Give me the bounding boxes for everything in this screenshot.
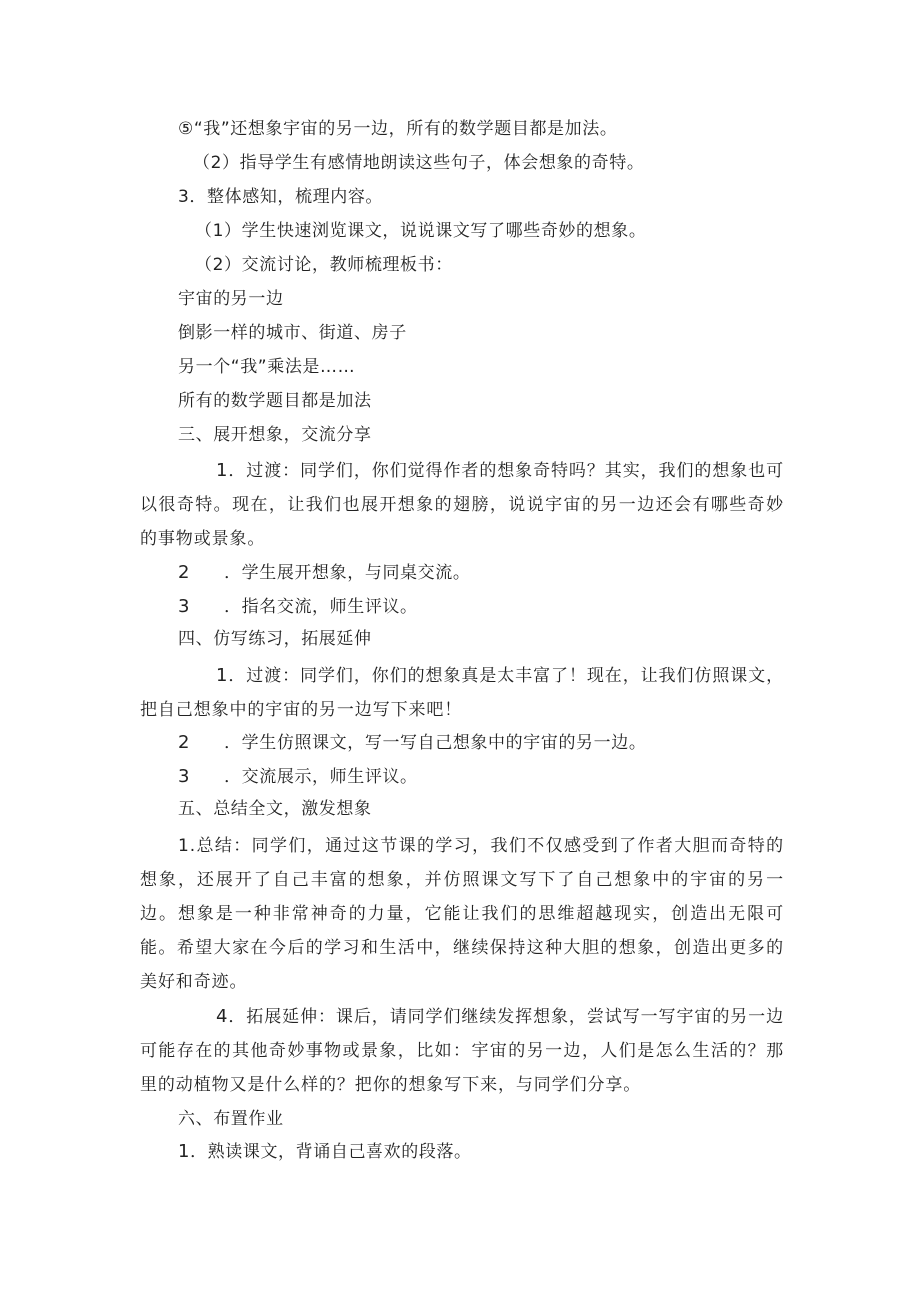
board-line-4: 所有的数学题目都是加法 <box>178 391 372 411</box>
list-item-5: ⑤“我”还想象宇宙的另一边，所有的数学题目都是加法。 <box>178 119 618 139</box>
paragraph-number: 1 <box>178 1141 191 1162</box>
step-2-2: （2）指导学生有感情地朗读这些句子，体会想象的奇特。 <box>193 153 645 173</box>
section-4-heading: 四、仿写练习，拓展延伸 <box>178 629 372 649</box>
board-line-1: 宇宙的另一边 <box>178 289 284 309</box>
board-line-3: 另一个“我”乘法是…… <box>178 357 356 377</box>
paragraph-text: ．学生仿照课文，写一写自己想象中的宇宙的另一边。 <box>224 733 647 753</box>
section-4-paragraph-2 <box>178 732 646 754</box>
paragraph-text: ．拓展延伸：课后，请同学们继续发挥想象，尝试写一写宇宙的另一边可能存在的其他奇妙事物或景象，比如：宇宙的另一边，人们是怎么生活的？那里的动植物又是什么样的？把你的想象写下来，与同学们分享。 <box>140 1007 784 1095</box>
section-3-paragraph-2 <box>178 562 470 584</box>
paragraph-number: 2 <box>178 732 191 753</box>
step-3-2: （2）交流讨论，教师梳理板书： <box>195 255 453 275</box>
section-4-paragraph-3 <box>178 766 418 788</box>
section-5-paragraph-1: 1.总结：同学们，通过这节课的学习，我们不仅感受到了作者大胆而奇特的想象，还展开了自己丰富的想象，并仿照课文写下了自己想象中的宇宙的另一边。想象是一种非常神奇的力量，它能让我们的思维超越现实，创造出无限可能。希望大家在今后的学习和生活中，继续保持这种大胆的想象，创造出更多的美好和奇迹。 <box>140 836 784 992</box>
section-6-paragraph-1 <box>178 1141 472 1163</box>
section-3-heading: 三、展开想象，交流分享 <box>178 425 372 445</box>
paragraph-text: ．熟读课文，背诵自己喜欢的段落。 <box>190 1142 472 1162</box>
paragraph-text: ．学生展开想象，与同桌交流。 <box>224 563 471 583</box>
paragraph-number: 4 <box>216 1006 229 1027</box>
section-5-heading: 五、总结全文，激发想象 <box>178 799 372 819</box>
paragraph-text: ．过渡：同学们，你们觉得作者的想象奇特吗？其实，我们的想象也可以很奇特。现在，让我们也展开想象的翅膀，说说宇宙的另一边还会有哪些奇妙的事物或景象。 <box>140 461 784 549</box>
step-3: 3．整体感知，梳理内容。 <box>178 187 384 207</box>
section-6-heading: 六、布置作业 <box>178 1109 284 1129</box>
section-3-paragraph-1 <box>140 454 784 556</box>
board-line-2: 倒影一样的城市、街道、房子 <box>178 323 407 343</box>
paragraph-number: 3 <box>178 766 191 787</box>
paragraph-text: ．交流展示，师生评议。 <box>224 767 418 787</box>
paragraph-text: ．过渡：同学们，你们的想象真是太丰富了！现在，让我们仿照课文，把自己想象中的宇宙的另一边写下来吧！ <box>140 666 784 720</box>
step-3-1: （1）学生快速浏览课文，说说课文写了哪些奇妙的想象。 <box>195 221 647 241</box>
paragraph-number: 1 <box>216 665 229 686</box>
section-5-paragraph-4 <box>140 1000 784 1102</box>
paragraph-number: 2 <box>178 562 191 583</box>
section-4-paragraph-1 <box>140 659 784 727</box>
paragraph-number: 3 <box>178 596 191 617</box>
section-3-paragraph-3 <box>178 596 418 618</box>
paragraph-text: ．指名交流，师生评议。 <box>224 597 418 617</box>
paragraph-number: 1 <box>216 460 229 481</box>
